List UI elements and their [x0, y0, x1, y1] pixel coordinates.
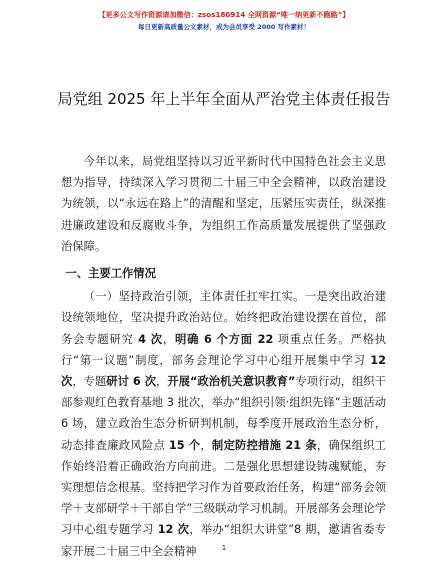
text-segment: ，专题: [72, 375, 107, 389]
text-segment: ，: [200, 438, 212, 452]
text-segment: ，: [156, 375, 168, 389]
section1-paragraph: [61, 286, 386, 562]
text-segment: 项重点任务。严格执行“第一议题”制度，部务会理论学习中心组开展集中学习: [61, 332, 387, 367]
text-segment: （一）坚持政治引领，主体责任扛牢扛实。一是突出政治建设统领地位，坚决提升政治站位。始终把政治建设摆在首位，部务会专题研究: [61, 290, 386, 346]
bold-segment: 12 次: [61, 353, 386, 389]
bold-segment: 明确 6 个方面 22: [174, 332, 274, 346]
text-segment: ，: [162, 332, 175, 346]
document-title: 局党组 2025 年上半年全面从严治党主体责任报告: [57, 90, 391, 108]
section-heading: 一、主要工作情况: [65, 267, 156, 281]
bold-segment: 15 个: [168, 438, 201, 452]
bold-segment: 4 次: [138, 332, 163, 346]
bold-segment: 制定防控措施 21 条: [211, 438, 317, 452]
text-segment: ，确保组织工作始终沿着正确政治方向前进。二是强化思想建设铸魂赋能，夯实理想信念根基。坚持把学习作为首要政治任务，构建“部务会领学＋支部研学＋干部自学”三级联动学习机制。开展部务会理论学习中心组专题学习: [61, 438, 386, 537]
promo-banner-line2: 每日更新高质量公文素材，成为会员享受 2000 写作素材！: [137, 23, 311, 31]
bold-segment: 开展“政治机关意识教育”: [167, 375, 296, 389]
page-number: 1: [221, 544, 227, 552]
text-segment: ，举办“组织大讲堂”8 期，邀请省委专家开展二十届三中全会精神: [61, 523, 387, 558]
bold-segment: 12 次: [157, 523, 190, 537]
document-body: [61, 151, 386, 562]
bold-segment: 研讨 6 次: [106, 375, 157, 389]
text-segment: 专项行动，组织干部参观红色教育基地 3 批次，举办“组织引领·组织先锋”主题活动 6 场，建立政治生态分析研判机制，每季度开展政治生态分析，动态排查廉政风险点: [61, 375, 387, 452]
promo-banner-line1: 【更多公文写作资源请加微信：zsos180914 全网资源“唯一纳更新不跑路”】: [98, 11, 350, 19]
intro-paragraph: 今年以来，局党组坚持以习近平新时代中国特色社会主义思想为指导，持续深入学习贯彻二十届三中全会精神，以政治建设为统领，以“永远在路上”的清醒和坚定，压紧压实责任，纵深推进廉政建设和反腐败斗争，为组织工作高质量发展提供了坚强政治保障。: [61, 155, 386, 253]
